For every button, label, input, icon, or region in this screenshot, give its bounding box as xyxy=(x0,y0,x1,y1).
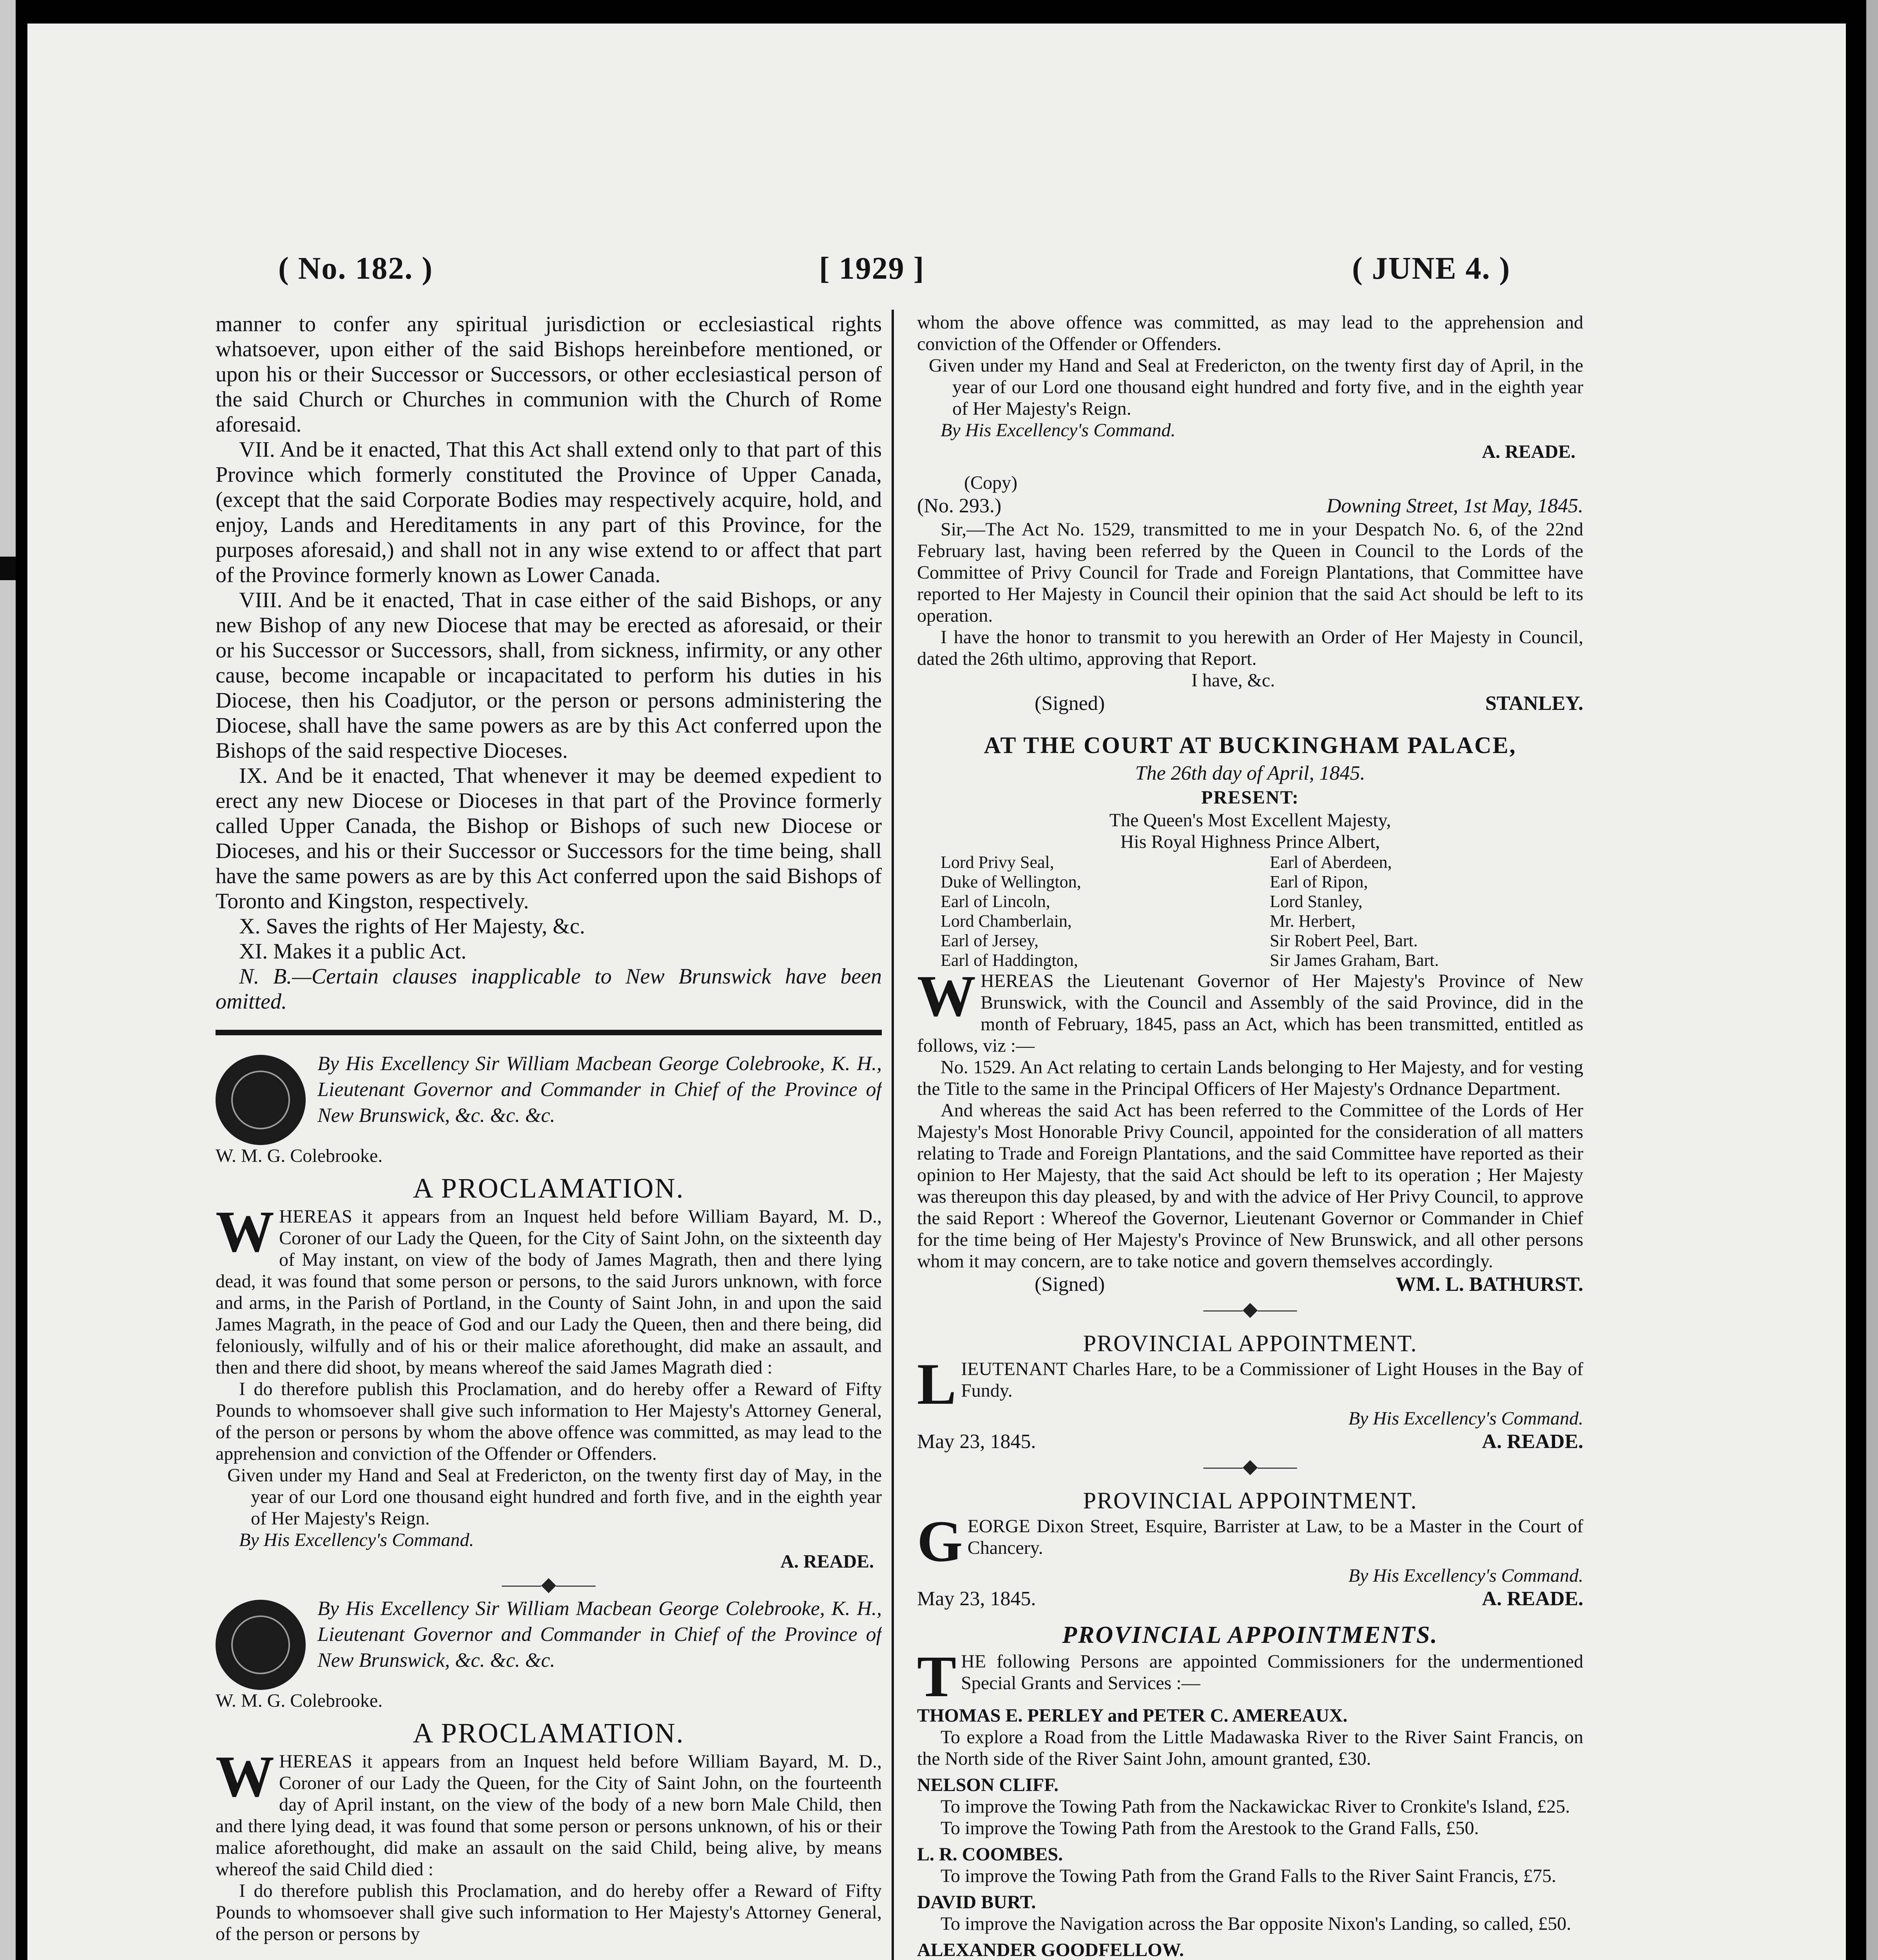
command-line: By His Excellency's Command. xyxy=(239,1530,474,1550)
proclamation-1 xyxy=(216,1051,882,1572)
commissioner-name: DAVID BURT. xyxy=(917,1892,1036,1913)
privy-councillor: Lord Stanley, xyxy=(1270,892,1363,911)
appointment-date: May 23, 1845. xyxy=(917,1430,1036,1453)
proclamation-authority: By His Excellency Sir William Macbean George Colebrooke, K. H., Lieutenant Governor and Commander in Chief of the Province of New Brunswick, &c. &c. &c. xyxy=(317,1597,882,1671)
grant-item: To improve the Navigation across the Bar opposite Nixon's Landing, so called, £50. xyxy=(941,1913,1571,1934)
despatch-signatory: STANLEY. xyxy=(1485,692,1583,715)
drop-cap: L xyxy=(917,1352,957,1417)
left-column xyxy=(216,312,882,1960)
signatory: A. READE. xyxy=(1482,1430,1583,1453)
commissioner-name: L. R. COOMBES. xyxy=(917,1844,1063,1865)
command-line: By His Excellency's Command. xyxy=(1348,1408,1583,1429)
privy-councillor: Sir Robert Peel, Bart. xyxy=(1270,931,1418,950)
grant-item: To improve the Towing Path from the Nackawickac River to Cronkite's Island, £25. xyxy=(941,1796,1570,1817)
right-column xyxy=(917,312,1583,1960)
act-note: N. B.—Certain clauses inapplicable to New Brunswick have been omitted. xyxy=(216,964,882,1014)
proclamation-title: A PROCLAMATION. xyxy=(413,1172,685,1204)
ornament-divider: ——◆—— xyxy=(502,1573,596,1595)
proclamation-body: HEREAS it appears from an Inquest held before William Bayard, M. D., Coroner of our Lady the Queen, for the City of Saint John, on the sixteenth day of May instant, on view of the body of James Magrath, then and there lying dead, it was found that some person or persons, to the said Jurors unknown, with force and arms, in the Parish of Portland, in the County of Saint John, in and upon the said James Magrath, in the peace of God and our Lady the Queen, then and there being, did feloniously, wilfully and of his or their malice aforethought, did make an assault, and then and there did shoot, by means whereof the said James Magrath died : xyxy=(216,1206,882,1378)
act-clause: VII. And be it enacted, That this Act shall extend only to that part of this Province which formerly constituted the Province of Upper Canada, (except that the said Corporate Bodies may respectively acquire, hold, and enjoy, Lands and Hereditaments in any part of this Province, for the purposes aforesaid,) and shall not in any wise extend to or affect that part of the Province formerly known as Lower Canada. xyxy=(216,437,882,587)
grant-item: To explore a Road from the Little Madawaska River to the River Saint Francis, on the North side of the River Saint John, amount granted, £30. xyxy=(917,1727,1583,1769)
grant-item: To improve the Towing Path from the Arestook to the Grand Falls, £50. xyxy=(941,1818,1479,1838)
privy-councillor: Mr. Herbert, xyxy=(1270,911,1356,931)
order-body: And whereas the said Act has been referred to the Committee of the Lords of Her Majesty's Most Honorable Privy Council, appointed for the consideration of all matters relating to Trade and Foreign Plantations, and the said Committee have reported as their opinion to Her Majesty, that the said Act should be left to its operation ; Her Majesty was thereupon this day pleased, by and with the advice of Her Privy Council, to approve the said Report : Whereof the Governor, Lieutenant Governor or Commander in Chief for the time being of Her Majesty's Province of New Brunswick, and all other persons whom it may concern, are to take notice and govern themselves accordingly. xyxy=(917,1100,1583,1272)
page-number: [ 1929 ] xyxy=(819,251,925,286)
despatch-number: (No. 293.) xyxy=(917,495,1002,517)
privy-councillor: Lord Chamberlain, xyxy=(941,911,1072,931)
issue-number: ( No. 182. ) xyxy=(278,251,433,286)
scan-border-left xyxy=(0,0,16,1960)
signatory: A. READE. xyxy=(1482,1588,1583,1610)
privy-councillor: Duke of Wellington, xyxy=(941,872,1081,891)
appointment-date: May 23, 1845. xyxy=(917,1588,1036,1610)
present-label: PRESENT: xyxy=(1201,787,1299,808)
privy-councillor: Lord Privy Seal, xyxy=(941,853,1054,872)
column-divider xyxy=(892,310,894,1960)
proclamation-signature: W. M. G. Colebrooke. xyxy=(216,1690,383,1711)
appointments-title: PROVINCIAL APPOINTMENTS. xyxy=(1062,1622,1438,1648)
order-body: HEREAS the Lieutenant Governor of Her Majesty's Province of New Brunswick, with the Council and Assembly of the said Province, did in the month of February, 1845, pass an Act, which has been transmitted, entitled as follows, viz :— xyxy=(917,971,1583,1056)
order-act: No. 1529. An Act relating to certain Lands belonging to Her Majesty, and for vesting the Title to the same in the Principal Officers of Her Majesty's Ordnance Department. xyxy=(917,1057,1583,1099)
royal-seal-icon xyxy=(216,1600,306,1690)
drop-cap: W xyxy=(917,964,976,1029)
proclamation-continuation: whom the above offence was committed, as may lead to the apprehension and conviction of the Offender or Offenders. xyxy=(917,312,1583,354)
proclamation-signature: W. M. G. Colebrooke. xyxy=(216,1145,383,1166)
given-under-hand: Given under my Hand and Seal at Fredericton, on the twenty first day of April, in the year of our Lord one thousand eight hundred and forty five, and in the eighth year of Her Majesty's Reign. xyxy=(929,355,1583,419)
act-clause: X. Saves the rights of Her Majesty, &c. xyxy=(239,914,585,938)
court-date: The 26th day of April, 1845. xyxy=(1135,762,1365,784)
grant-item: To improve the Towing Path from the Grand Falls to the River Saint Francis, £75. xyxy=(941,1866,1556,1886)
drop-cap: W xyxy=(216,1744,274,1809)
appointments-list xyxy=(917,1619,1583,1960)
signed-label: (Signed) xyxy=(1035,1273,1105,1296)
privy-councillor: Earl of Jersey, xyxy=(941,931,1039,950)
drop-cap: G xyxy=(917,1509,963,1574)
proclamation-2 xyxy=(216,1596,882,1945)
issue-date: ( JUNE 4. ) xyxy=(1352,251,1511,286)
act-clause: VIII. And be it enacted, That in case either of the said Bishops, or any new Bishop of any new Diocese that may be erected as aforesaid, or their or his Successor or Successors, shall, from sickness, infirmity, or any other cause, become incapable or incapacitated to perform his duties in his Diocese, then his Coadjutor, or the person or persons administering the Diocese, shall have the same powers as are by this Act conferred upon the Bishops of the said respective Dioceses. xyxy=(216,588,882,763)
ornament-divider: ——◆—— xyxy=(1203,1298,1297,1320)
act-clause: XI. Makes it a public Act. xyxy=(239,939,467,964)
act-clause: manner to confer any spiritual jurisdiction or ecclesiastical rights whatsoever, upon either of the said Bishops hereinbefore mentioned, or upon his or their Successor or Successors, or other ecclesiastical person of the said Church or Churches in communion with the Church of Rome aforesaid. xyxy=(216,312,882,437)
privy-councillor: Sir James Graham, Bart. xyxy=(1270,951,1439,970)
privy-councillor: Earl of Haddington, xyxy=(941,951,1078,970)
gazette-page xyxy=(27,24,1846,1960)
commissioner-name: THOMAS E. PERLEY and PETER C. AMEREAUX. xyxy=(917,1705,1348,1726)
appointment-1 xyxy=(917,1328,1583,1454)
privy-council-list xyxy=(917,853,1583,970)
given-under-hand: Given under my Hand and Seal at Fredericton, on the twenty first day of May, in the year of our Lord one thousand eight hundred and forth five, and in the eighth year of Her Majesty's Reign. xyxy=(227,1465,882,1529)
act-clause: IX. And be it enacted, That whenever it may be deemed expedient to erect any new Diocese or Dioceses in that part of the Province formerly called Upper Canada, the Bishop or Bishops of such new Diocese or Dioceses, and his or their Successor or Successors for the time being, shall have the same powers as are by this Act conferred upon the said Bishops of Toronto and Kingston, respectively. xyxy=(216,764,882,913)
appointment-body: IEUTENANT Charles Hare, to be a Commissioner of Light Houses in the Bay of Fundy. xyxy=(961,1359,1583,1401)
privy-councillor: Earl of Lincoln, xyxy=(941,892,1050,911)
commissioner-name: ALEXANDER GOODFELLOW. xyxy=(917,1940,1184,1960)
privy-councillor: Earl of Aberdeen, xyxy=(1270,853,1392,872)
signatory: A. READE. xyxy=(780,1551,874,1572)
court-title: AT THE COURT AT BUCKINGHAM PALACE, xyxy=(984,732,1517,758)
order-in-council xyxy=(917,730,1583,1297)
despatch-copy: (Copy) xyxy=(964,472,1017,493)
appointment-2 xyxy=(917,1486,1583,1612)
signatory: A. READE. xyxy=(1482,441,1575,462)
drop-cap: T xyxy=(917,1644,957,1709)
proclamation-title: A PROCLAMATION. xyxy=(413,1717,685,1749)
present-prince: His Royal Highness Prince Albert, xyxy=(1120,831,1380,852)
despatch xyxy=(917,472,1583,716)
despatch-body: Sir,—The Act No. 1529, transmitted to me in your Despatch No. 6, of the 22nd February last, having been referred by the Queen in Council to the Lords of the Committee of Privy Council for Trade and Foreign Plantations, that Committee have reported to Her Majesty in Council their opinion that the said Act should be left to its operation. xyxy=(917,519,1583,626)
command-line: By His Excellency's Command. xyxy=(941,420,1176,441)
privy-councillor: Earl of Ripon, xyxy=(1270,872,1368,891)
drop-cap: W xyxy=(216,1199,274,1264)
order-signatory: WM. L. BATHURST. xyxy=(1395,1273,1583,1296)
signed-label: (Signed) xyxy=(1035,692,1105,715)
despatch-place-date: Downing Street, 1st May, 1845. xyxy=(1326,495,1583,517)
appointment-body: EORGE Dixon Street, Esquire, Barrister at Law, to be a Master in the Court of Chancery. xyxy=(967,1516,1583,1558)
proclamation-authority: By His Excellency Sir William Macbean George Colebrooke, K. H., Lieutenant Governor and Commander in Chief of the Province of New Brunswick, &c. &c. &c. xyxy=(317,1053,882,1127)
scan-notch xyxy=(0,557,16,580)
present-queen: The Queen's Most Excellent Majesty, xyxy=(1109,810,1391,831)
proclamation-reward: I do therefore publish this Proclamation, and do hereby offer a Reward of Fifty Pounds to whomsoever shall give such information to Her Majesty's Attorney General, of the person or persons by xyxy=(216,1880,882,1944)
ornament-divider: ——◆—— xyxy=(1203,1455,1297,1477)
proclamation-reward: I do therefore publish this Proclamation, and do hereby offer a Reward of Fifty Pounds to whomsoever shall give such information to Her Majesty's Attorney General, of the person or persons by whom the above offence was committed, as may lead to the apprehension and conviction of the Offender or Offenders. xyxy=(216,1379,882,1464)
command-line: By His Excellency's Command. xyxy=(1348,1565,1583,1586)
scan-border-right xyxy=(1866,0,1878,1960)
despatch-body: I have the honor to transmit to you herewith an Order of Her Majesty in Council, dated the 26th ultimo, approving that Report. xyxy=(917,627,1583,669)
proclamation-body: HEREAS it appears from an Inquest held before William Bayard, M. D., Coroner of our Lady the Queen, for the City of Saint John, on the fourteenth day of April instant, on the view of the body of a new born Male Child, then and there lying dead, it was found that some person or persons unknown, of his or their malice aforethought, did make an assault on the said Child, being alive, by means whereof the said Child died : xyxy=(216,1751,882,1880)
section-rule xyxy=(216,1030,882,1035)
commissioner-name: NELSON CLIFF. xyxy=(917,1775,1059,1795)
despatch-close: I have, &c. xyxy=(1191,670,1275,691)
appointment-title: PROVINCIAL APPOINTMENT. xyxy=(1083,1330,1418,1356)
appointments-intro: HE following Persons are appointed Commissioners for the undermentioned Special Grants and Services :— xyxy=(961,1651,1583,1693)
royal-seal-icon xyxy=(216,1055,306,1145)
appointment-title: PROVINCIAL APPOINTMENT. xyxy=(1083,1488,1418,1514)
